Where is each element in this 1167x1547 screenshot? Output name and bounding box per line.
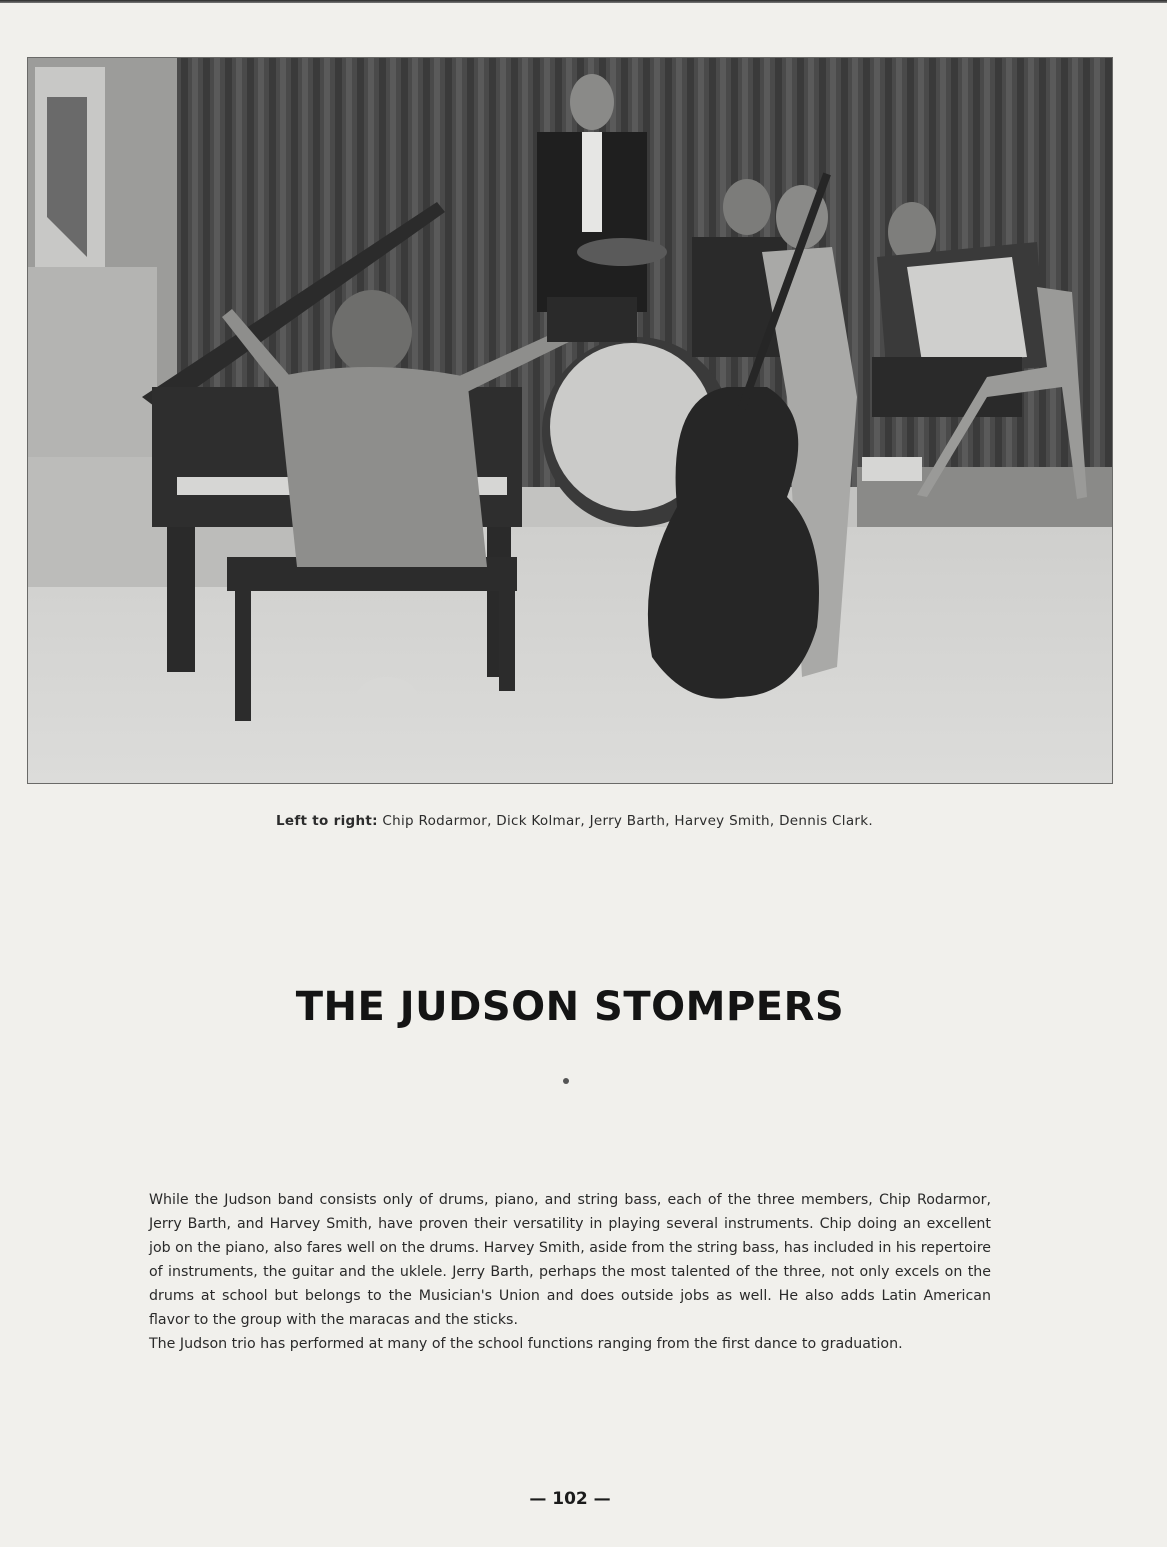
caption-label: Left to right: — [276, 813, 378, 829]
ornament-dot — [563, 1078, 569, 1084]
photo-caption — [276, 811, 886, 832]
body-paragraph-2: The Judson trio has performed at many of the school functions ranging from the first dance to graduation. — [149, 1336, 903, 1352]
page-number: — 102 — — [529, 1489, 611, 1509]
article-title: THE JUDSON STOMPERS — [295, 984, 845, 1030]
article-body — [149, 1188, 991, 1356]
caption-names: Chip Rodarmor, Dick Kolmar, Jerry Barth, Harvey Smith, Dennis Clark. — [382, 813, 873, 829]
body-paragraph-1: While the Judson band consists only of drums, piano, and string bass, each of the three members, Chip Rodarmor, Jerry Barth, and Harvey Smith, have proven their versatility in playing several instruments. Chip doing an excellent job on the piano, also fares well on the drums. Harvey Smith, aside from the string bass, has included in his repertoire of instruments, the guitar and the uklele. Jerry Barth, perhaps the most talented of the three, not only excels on the drums at school but belongs to the Musician's Union and does outside jobs as well. He also adds Latin American flavor to the group with the maracas and the sticks. — [149, 1192, 991, 1328]
band-photo — [27, 57, 1113, 784]
top-edge-rule — [0, 0, 1167, 3]
